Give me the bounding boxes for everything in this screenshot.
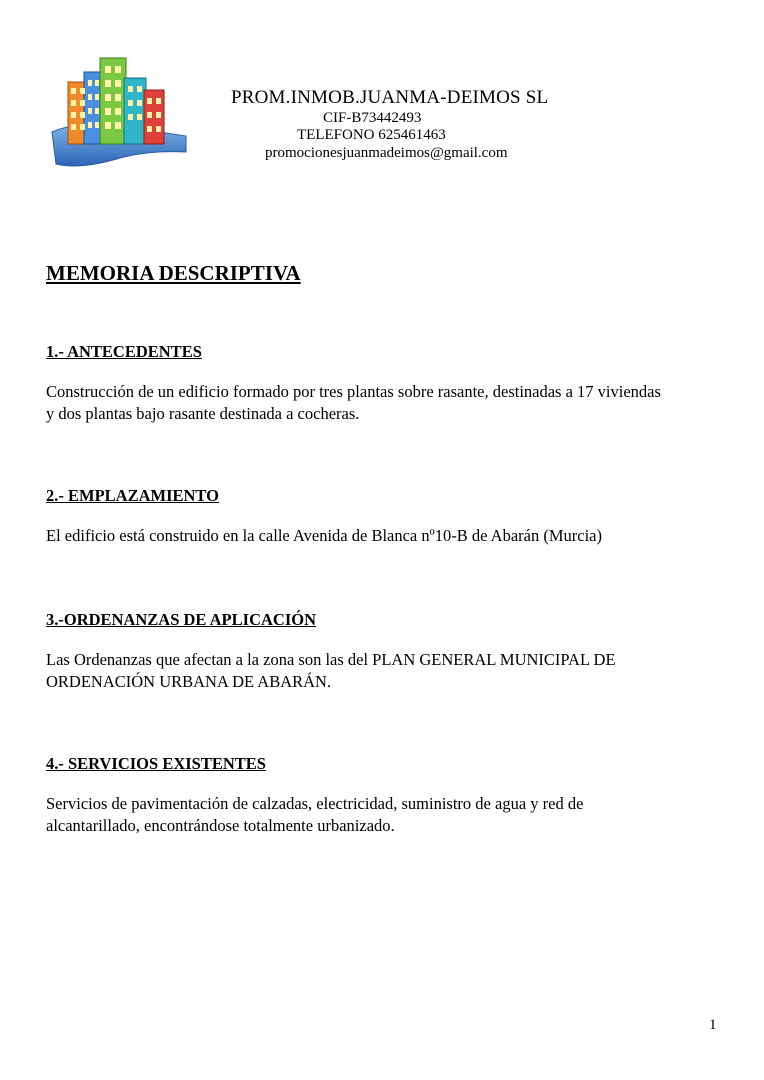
body-line: Construcción de un edificio formado por tres plantas sobre rasante, destinadas a 17 viviendas xyxy=(46,382,661,401)
body-line: ORDENACIÓN URBANA DE ABARÁN. xyxy=(46,672,332,691)
company-cif: CIF-B73442493 xyxy=(323,110,422,126)
body-line: y dos plantas bajo rasante destinada a cocheras. xyxy=(46,404,360,423)
colorful-buildings-logo xyxy=(50,54,188,172)
section-body-servicios xyxy=(46,793,726,837)
company-name: PROM.INMOB.JUANMA-DEIMOS SL xyxy=(231,87,549,108)
body-line: Las Ordenanzas que afectan a la zona son las del PLAN GENERAL MUNICIPAL DE xyxy=(46,650,616,669)
page-number: 1 xyxy=(709,1017,717,1033)
section-heading-emplazamiento: 2.- EMPLAZAMIENTO xyxy=(46,486,219,505)
section-body-antecedentes xyxy=(46,381,726,425)
section-heading-ordenanzas: 3.-ORDENANZAS DE APLICACIÓN xyxy=(46,610,316,629)
body-line: El edificio está construido en la calle Avenida de Blanca nº10-B de Abarán (Murcia) xyxy=(46,526,602,545)
company-phone: TELEFONO 625461463 xyxy=(297,127,446,143)
section-heading-servicios: 4.- SERVICIOS EXISTENTES xyxy=(46,754,266,773)
body-line: Servicios de pavimentación de calzadas, electricidad, suministro de agua y red de xyxy=(46,794,584,813)
section-heading-antecedentes: 1.- ANTECEDENTES xyxy=(46,342,202,361)
section-body-emplazamiento xyxy=(46,525,726,547)
section-body-ordenanzas xyxy=(46,649,726,693)
body-line: alcantarillado, encontrándose totalmente urbanizado. xyxy=(46,816,395,835)
company-email: promocionesjuanmadeimos@gmail.com xyxy=(265,145,508,161)
document-title: MEMORIA DESCRIPTIVA xyxy=(46,261,301,285)
